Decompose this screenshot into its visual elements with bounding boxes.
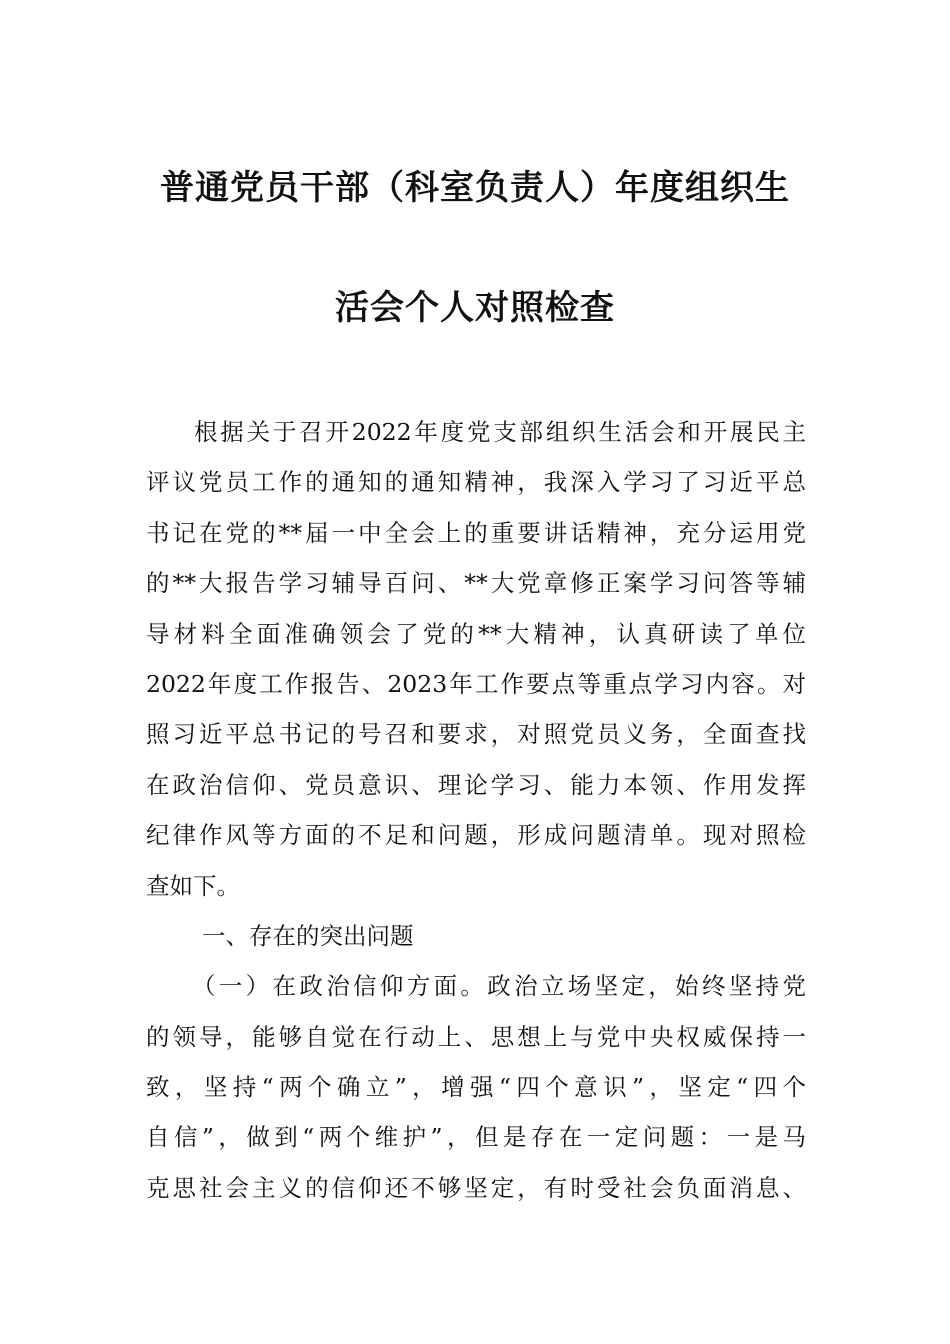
paragraph-line: 克思社会主义的信仰还不够坚定，有时受社会负面消息、 bbox=[146, 1173, 806, 1202]
paragraph-line: 查如下。 bbox=[146, 871, 240, 900]
paragraph-line: 的**大报告学习辅导百问、**大党章修正案学习问答等辅 bbox=[146, 569, 806, 598]
title-line-2: 活会个人对照检查 bbox=[335, 288, 615, 328]
paragraph-line: 2022年度工作报告、2023年工作要点等重点学习内容。对 bbox=[146, 669, 806, 698]
paragraph-line: 根据关于召开2022年度党支部组织生活会和开展民主 bbox=[194, 418, 806, 446]
paragraph-line: 纪律作风等方面的不足和问题，形成问题清单。现对照检 bbox=[146, 821, 806, 850]
paragraph-line: 的领导，能够自觉在行动上、思想上与党中央权威保持一 bbox=[146, 1022, 806, 1051]
paragraph-line: 评议党员工作的通知的通知精神，我深入学习了习近平总 bbox=[146, 468, 806, 497]
body-text bbox=[146, 407, 806, 1213]
paragraph-line: 书记在党的**届一中全会上的重要讲话精神，充分运用党 bbox=[146, 518, 806, 547]
section-heading: 一、存在的突出问题 bbox=[202, 921, 414, 950]
title-line-1: 普通党员干部（科室负责人）年度组织生 bbox=[160, 168, 790, 208]
paragraph-line: 致，坚持“两个确立”，增强“四个意识”，坚定“四个 bbox=[146, 1073, 806, 1102]
paragraph-line: （一）在政治信仰方面。政治立场坚定，始终坚持党 bbox=[192, 972, 806, 1001]
paragraph-line: 导材料全面准确领会了党的**大精神，认真研读了单位 bbox=[146, 619, 806, 648]
paragraph-line: 自信”，做到“两个维护”，但是存在一定问题：一是马 bbox=[146, 1123, 806, 1152]
paragraph-line: 在政治信仰、党员意识、理论学习、能力本领、作用发挥 bbox=[146, 770, 806, 799]
paragraph-line: 照习近平总书记的号召和要求，对照党员义务，全面查找 bbox=[146, 720, 806, 749]
